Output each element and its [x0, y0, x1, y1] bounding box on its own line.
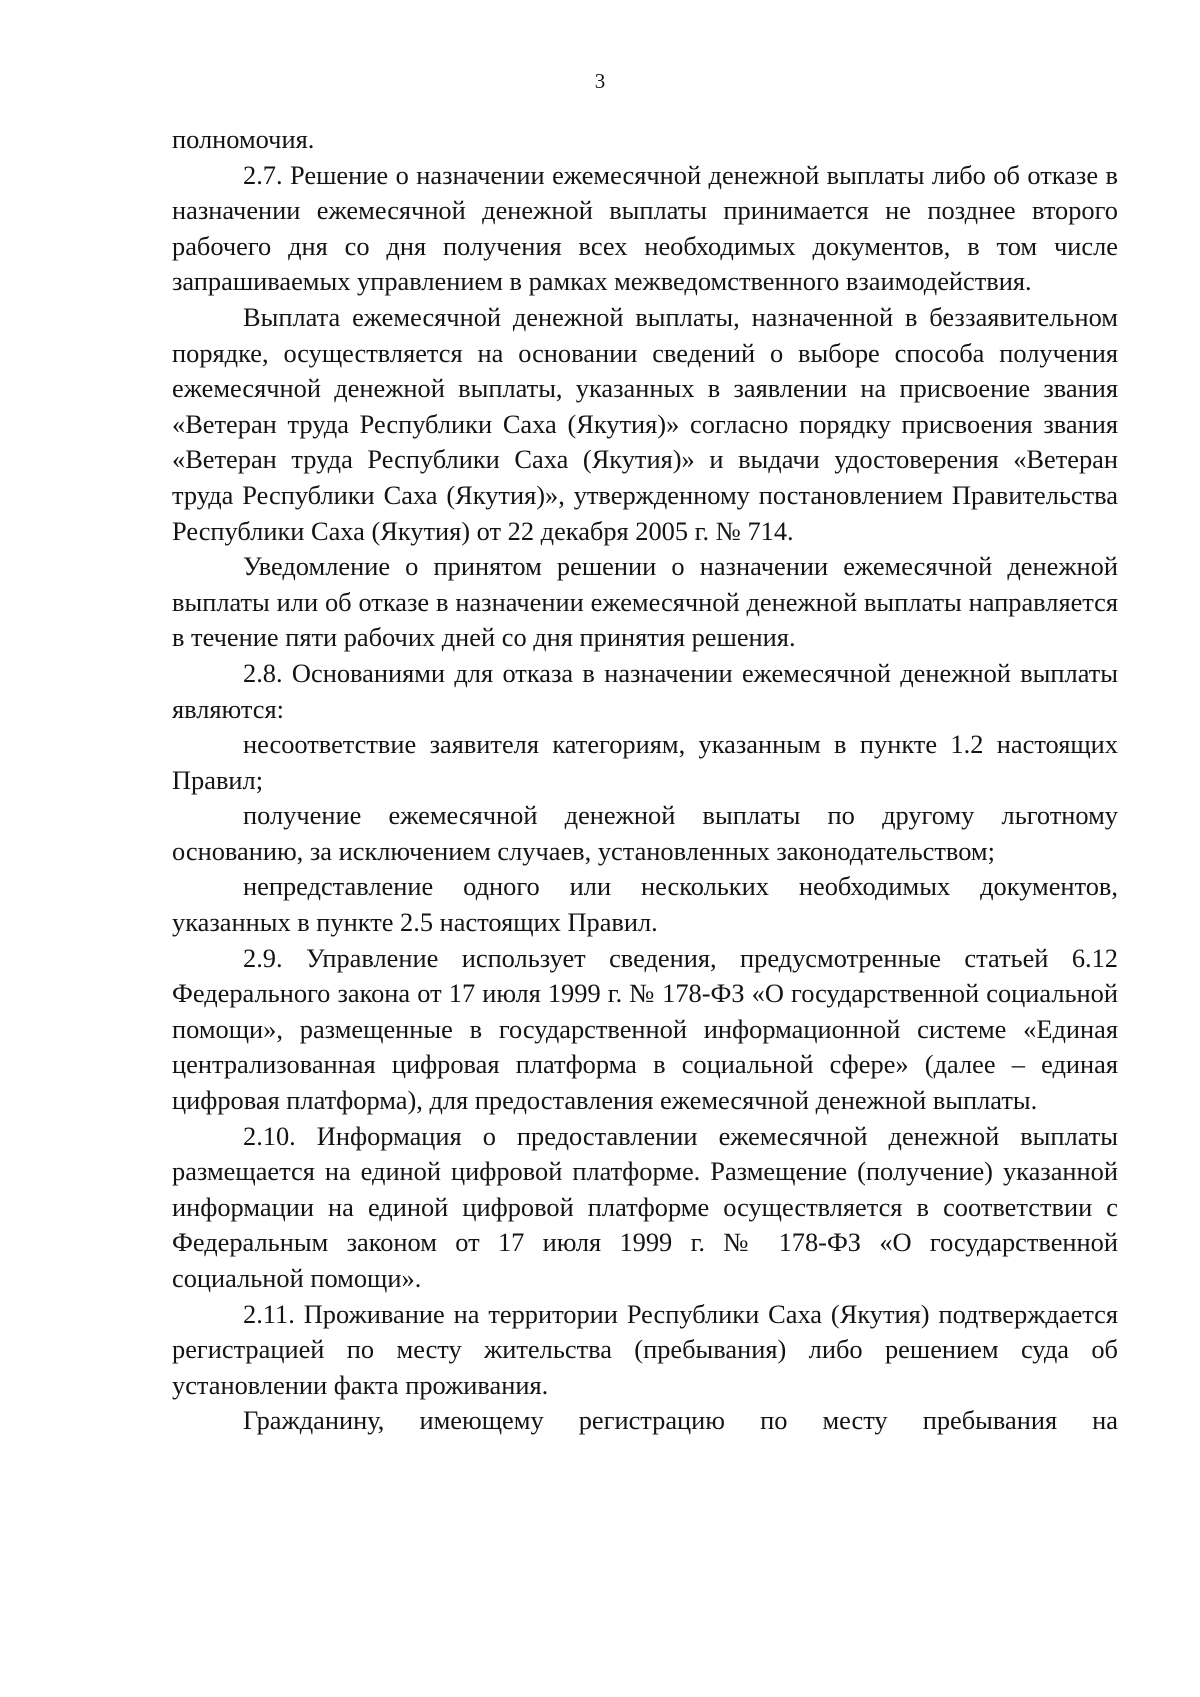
paragraph: Уведомление о принятом решении о назначении ежемесячной денежной выплаты или об отказе в назначении ежемесячной денежной выплаты направляется в течение пяти рабочих дней со дня принятия решения. [172, 551, 1118, 653]
paragraph: непредставление одного или нескольких необходимых документов, указанных в пункте 2.5 настоящих Правил. [172, 871, 1118, 938]
paragraph: несоответствие заявителя категориям, указанным в пункте 1.2 настоящих Правил; [172, 729, 1118, 795]
paragraph: Гражданину, имеющему регистрацию по месту пребывания на [243, 1405, 1118, 1436]
document-body [172, 122, 1118, 1439]
paragraph: 2.8. Основаниями для отказа в назначении ежемесячной денежной выплаты являются: [172, 657, 1118, 724]
paragraph: 2.7. Решение о назначении ежемесячной денежной выплаты либо об отказе в назначении ежемесячной денежной выплаты принимается не позднее второго рабочего дня со дня получения всех необходимых документов, в том числе запрашиваемых управлением в рамках межведомственного взаимодействия. [172, 159, 1118, 297]
paragraph: 2.11. Проживание на территории Республики Саха (Якутия) подтверждается регистрацией по месту жительства (пребывания) либо решением суда об установлении факта проживания. [172, 1298, 1118, 1400]
page-number: 3 [594, 69, 606, 93]
paragraph: Выплата ежемесячной денежной выплаты, назначенной в беззаявительном порядке, осуществляется на основании сведений о выборе способа получения ежемесячной денежной выплаты, указанных в заявлении на присвоение звания «Ветеран труда Республики Саха (Якутия)» согласно порядку присвоения звания «Ветеран труда Республики Саха (Якутия)» и выдачи удостоверения «Ветеран труда Республики Саха (Якутия)», утвержденному постановлением Правительства Республики Саха (Якутия) от 22 декабря 2005 г. № 714. [172, 301, 1118, 546]
paragraph: 2.10. Информация о предоставлении ежемесячной денежной выплаты размещается на единой цифровой платформе. Размещение (получение) указанной информации на единой цифровой платформе осуществляется в соответствии с Федеральным законом от 17 июля 1999 г. № 178-ФЗ «О государственной социальной помощи». [172, 1120, 1118, 1293]
paragraph: 2.9. Управление использует сведения, предусмотренные статьей 6.12 Федерального закона от 17 июля 1999 г. № 178-ФЗ «О государственной социальной помощи», размещенные в государственной информационной системе «Единая централизованная цифровая платформа в социальной сфере» (далее – единая цифровая платформа), для предоставления ежемесячной денежной выплаты. [172, 942, 1118, 1116]
paragraph: получение ежемесячной денежной выплаты по другому льготному основанию, за исключением случаев, установленных законодательством; [172, 800, 1118, 866]
paragraph: полномочия. [172, 124, 315, 154]
